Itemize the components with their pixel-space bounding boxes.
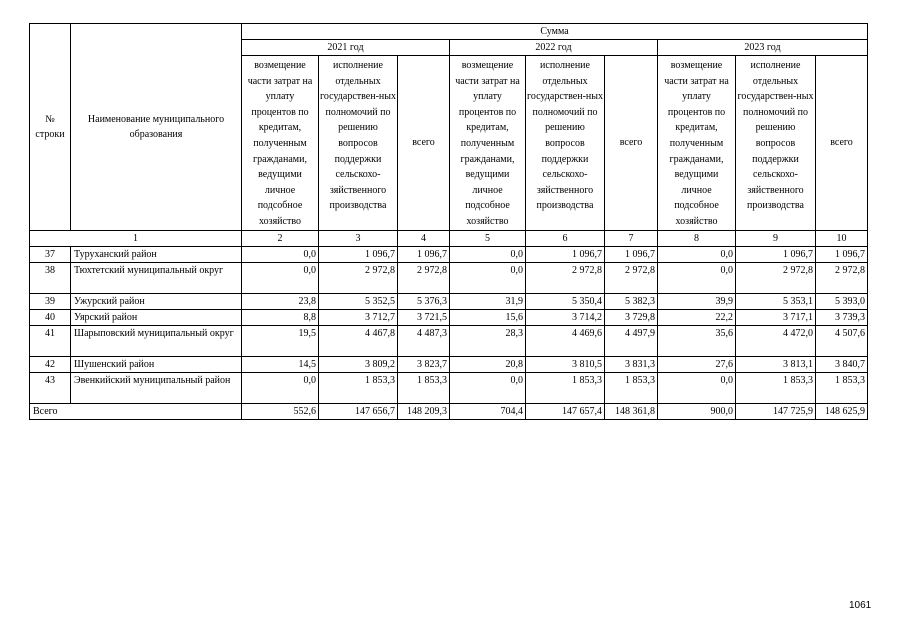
value-cell: 5 352,5 bbox=[319, 293, 398, 309]
table-row bbox=[30, 372, 868, 403]
sum-header: Сумма bbox=[242, 24, 868, 40]
value-cell: 3 831,3 bbox=[605, 356, 658, 372]
value-cell: 35,6 bbox=[658, 325, 736, 356]
value-cell: 4 487,3 bbox=[398, 325, 450, 356]
value-cell: 1 853,3 bbox=[526, 372, 605, 403]
column-number: 5 bbox=[450, 230, 526, 246]
state-powers-header: исполнение отдельных государствен-ных полномочий по решению вопросов поддержки сельскохо-зяйственного производства bbox=[319, 56, 398, 231]
value-cell: 23,8 bbox=[242, 293, 319, 309]
value-cell: 4 467,8 bbox=[319, 325, 398, 356]
municipality-name-cell: Уярский район bbox=[71, 309, 242, 325]
column-number: 4 bbox=[398, 230, 450, 246]
value-cell: 0,0 bbox=[658, 262, 736, 293]
value-cell: 1 096,7 bbox=[398, 246, 450, 262]
value-cell: 27,6 bbox=[658, 356, 736, 372]
column-number: 8 bbox=[658, 230, 736, 246]
table-row bbox=[30, 356, 868, 372]
value-cell: 1 096,7 bbox=[605, 246, 658, 262]
value-cell: 2 972,8 bbox=[605, 262, 658, 293]
value-cell: 3 823,7 bbox=[398, 356, 450, 372]
value-cell: 8,8 bbox=[242, 309, 319, 325]
total-value-cell: 704,4 bbox=[450, 403, 526, 419]
interest-compensation-header: возмещение части затрат на уплату процентов по кредитам, полученным гражданами, ведущими личное подсобное хозяйство bbox=[242, 56, 319, 231]
value-cell: 3 813,1 bbox=[736, 356, 816, 372]
municipality-name-cell: Туруханский район bbox=[71, 246, 242, 262]
year-header-2023: 2023 год bbox=[658, 40, 868, 56]
total-value-cell: 552,6 bbox=[242, 403, 319, 419]
municipality-name-cell: Шушенский район bbox=[71, 356, 242, 372]
column-number: 2 bbox=[242, 230, 319, 246]
table-row bbox=[30, 325, 868, 356]
row-number-cell: 42 bbox=[30, 356, 71, 372]
value-cell: 3 717,1 bbox=[736, 309, 816, 325]
row-number-cell: 40 bbox=[30, 309, 71, 325]
value-cell: 1 853,3 bbox=[319, 372, 398, 403]
value-cell: 2 972,8 bbox=[526, 262, 605, 293]
value-cell: 3 739,3 bbox=[816, 309, 868, 325]
table-row bbox=[30, 309, 868, 325]
value-cell: 1 096,7 bbox=[319, 246, 398, 262]
value-cell: 19,5 bbox=[242, 325, 319, 356]
value-cell: 28,3 bbox=[450, 325, 526, 356]
column-number: 6 bbox=[526, 230, 605, 246]
total-value-cell: 148 361,8 bbox=[605, 403, 658, 419]
column-number: 1 bbox=[30, 230, 242, 246]
value-cell: 1 853,3 bbox=[736, 372, 816, 403]
value-cell: 0,0 bbox=[450, 372, 526, 403]
municipality-name-cell: Тюхтетский муниципальный округ bbox=[71, 262, 242, 293]
value-cell: 3 729,8 bbox=[605, 309, 658, 325]
page-number: 1061 bbox=[849, 600, 872, 611]
total-column-header: всего bbox=[816, 56, 868, 231]
value-cell: 0,0 bbox=[658, 372, 736, 403]
value-cell: 4 497,9 bbox=[605, 325, 658, 356]
table-row bbox=[30, 262, 868, 293]
value-cell: 31,9 bbox=[450, 293, 526, 309]
row-number-cell: 43 bbox=[30, 372, 71, 403]
value-cell: 4 507,6 bbox=[816, 325, 868, 356]
value-cell: 1 096,7 bbox=[526, 246, 605, 262]
total-value-cell: 147 656,7 bbox=[319, 403, 398, 419]
value-cell: 3 840,7 bbox=[816, 356, 868, 372]
value-cell: 14,5 bbox=[242, 356, 319, 372]
state-powers-header: исполнение отдельных государствен-ных полномочий по решению вопросов поддержки сельскохо-зяйственного производства bbox=[736, 56, 816, 231]
value-cell: 1 096,7 bbox=[736, 246, 816, 262]
value-cell: 1 096,7 bbox=[816, 246, 868, 262]
value-cell: 3 810,5 bbox=[526, 356, 605, 372]
interest-compensation-header: возмещение части затрат на уплату процентов по кредитам, полученным гражданами, ведущими личное подсобное хозяйство bbox=[450, 56, 526, 231]
table-row bbox=[30, 293, 868, 309]
total-column-header: всего bbox=[398, 56, 450, 231]
value-cell: 2 972,8 bbox=[816, 262, 868, 293]
value-cell: 3 714,2 bbox=[526, 309, 605, 325]
year-header-2022: 2022 год bbox=[450, 40, 658, 56]
value-cell: 1 853,3 bbox=[398, 372, 450, 403]
interest-compensation-header: возмещение части затрат на уплату процентов по кредитам, полученным гражданами, ведущими личное подсобное хозяйство bbox=[658, 56, 736, 231]
column-number: 9 bbox=[736, 230, 816, 246]
value-cell: 2 972,8 bbox=[398, 262, 450, 293]
value-cell: 22,2 bbox=[658, 309, 736, 325]
value-cell: 2 972,8 bbox=[319, 262, 398, 293]
row-number-cell: 39 bbox=[30, 293, 71, 309]
value-cell: 0,0 bbox=[242, 246, 319, 262]
value-cell: 5 353,1 bbox=[736, 293, 816, 309]
value-cell: 4 469,6 bbox=[526, 325, 605, 356]
value-cell: 0,0 bbox=[242, 372, 319, 403]
total-value-cell: 148 625,9 bbox=[816, 403, 868, 419]
value-cell: 3 721,5 bbox=[398, 309, 450, 325]
value-cell: 1 853,3 bbox=[816, 372, 868, 403]
column-number-row bbox=[30, 230, 868, 246]
value-cell: 5 393,0 bbox=[816, 293, 868, 309]
municipality-name-cell: Шарыповский муниципальный округ bbox=[71, 325, 242, 356]
value-cell: 39,9 bbox=[658, 293, 736, 309]
value-cell: 0,0 bbox=[242, 262, 319, 293]
value-cell: 0,0 bbox=[450, 246, 526, 262]
value-cell: 3 809,2 bbox=[319, 356, 398, 372]
row-number-cell: 37 bbox=[30, 246, 71, 262]
value-cell: 0,0 bbox=[658, 246, 736, 262]
state-powers-header: исполнение отдельных государствен-ных полномочий по решению вопросов поддержки сельскохо-зяйственного производства bbox=[526, 56, 605, 231]
value-cell: 5 376,3 bbox=[398, 293, 450, 309]
value-cell: 5 350,4 bbox=[526, 293, 605, 309]
row-number-cell: 41 bbox=[30, 325, 71, 356]
total-value-cell: 900,0 bbox=[658, 403, 736, 419]
total-value-cell: 148 209,3 bbox=[398, 403, 450, 419]
value-cell: 20,8 bbox=[450, 356, 526, 372]
value-cell: 15,6 bbox=[450, 309, 526, 325]
total-label-cell: Всего bbox=[30, 403, 242, 419]
row-number-cell: 38 bbox=[30, 262, 71, 293]
total-value-cell: 147 725,9 bbox=[736, 403, 816, 419]
column-number: 3 bbox=[319, 230, 398, 246]
column-number: 10 bbox=[816, 230, 868, 246]
value-cell: 5 382,3 bbox=[605, 293, 658, 309]
appropriations-table bbox=[29, 23, 868, 420]
value-cell: 2 972,8 bbox=[736, 262, 816, 293]
municipality-name-cell: Ужурский район bbox=[71, 293, 242, 309]
value-cell: 0,0 bbox=[450, 262, 526, 293]
municipality-name-cell: Эвенкийский муниципальный район bbox=[71, 372, 242, 403]
year-header-2021: 2021 год bbox=[242, 40, 450, 56]
value-cell: 4 472,0 bbox=[736, 325, 816, 356]
value-cell: 1 853,3 bbox=[605, 372, 658, 403]
value-cell: 3 712,7 bbox=[319, 309, 398, 325]
total-value-cell: 147 657,4 bbox=[526, 403, 605, 419]
row-number-header: № строки bbox=[30, 24, 71, 231]
column-number: 7 bbox=[605, 230, 658, 246]
total-column-header: всего bbox=[605, 56, 658, 231]
table-row bbox=[30, 246, 868, 262]
municipality-name-header: Наименование муниципального образования bbox=[71, 24, 242, 231]
total-row bbox=[30, 403, 868, 419]
